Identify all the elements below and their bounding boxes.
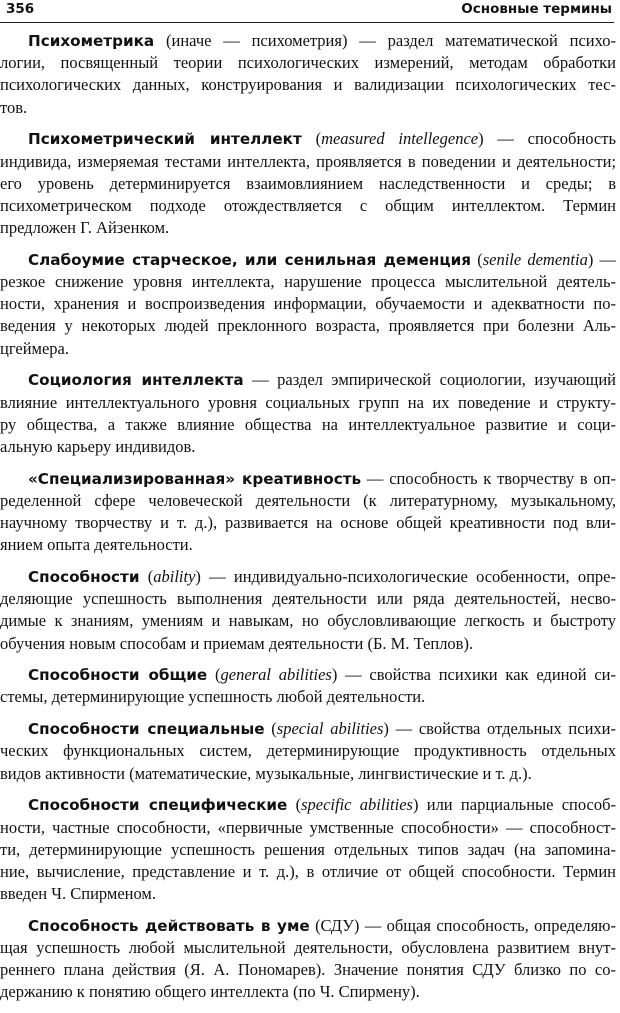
glossary-entry bbox=[0, 915, 616, 1004]
entry-line bbox=[0, 740, 616, 762]
entry-line bbox=[0, 610, 616, 632]
entry-line: Слабоумие старческое, или сенильная деменция (senile dementia) — bbox=[28, 249, 617, 269]
entry-line: Способности специальные (special abilities) — свойства отдельных психи- bbox=[28, 719, 616, 739]
entry-text: тов. bbox=[0, 97, 28, 117]
entry-original-term: ability bbox=[153, 566, 196, 586]
entry-line bbox=[0, 392, 616, 414]
entry-line bbox=[0, 217, 616, 239]
entry-text: (СДУ) — общая способность, определяю- bbox=[309, 915, 616, 935]
page-header bbox=[0, 0, 614, 23]
entry-line bbox=[0, 490, 616, 512]
entry-term: Психометрика bbox=[28, 32, 155, 50]
entry-text: стемы, детерминирующие успешность любой деятельности. bbox=[0, 687, 426, 707]
entry-line bbox=[0, 338, 616, 360]
glossary-entry bbox=[0, 794, 616, 905]
entry-line bbox=[0, 369, 616, 391]
entry-text: щая успешность любой мыслительной деятельности, обусловлена развитием внут- bbox=[0, 938, 616, 958]
entry-text: предложен Г. Айзенком. bbox=[0, 218, 170, 238]
entry-line: Способности (ability) — индивидуально-психологические особенности, опре- bbox=[28, 566, 616, 586]
entry-text: психологических данных, конструирования и валидизации психологических тес- bbox=[0, 75, 616, 95]
entry-text: — свойства отдельных психи- bbox=[388, 719, 616, 739]
entry-term: «Специализированная» креативность bbox=[28, 469, 362, 488]
entry-text: деляющие успешность выполнения деятельности или ряда деятельностей, несво- bbox=[0, 589, 616, 609]
glossary-entry bbox=[0, 468, 616, 557]
glossary-entry bbox=[0, 249, 616, 360]
entry-text: реннего плана действия (Я. А. Пономарев). Значение понятия СДУ близко по со- bbox=[0, 960, 616, 980]
entry-line bbox=[0, 315, 616, 337]
entry-text: (иначе — психометрия) — раздел математической психо- bbox=[154, 31, 616, 50]
glossary-entry bbox=[0, 664, 616, 708]
entry-line bbox=[0, 293, 616, 315]
entry-text: индивида, измеряемая тестами интеллекта, проявляется в поведении и деятельности; bbox=[0, 151, 616, 171]
entry-line: Способности специфические (specific abilities) или парциальные способ- bbox=[28, 795, 616, 815]
entry-line bbox=[0, 534, 616, 556]
entry-line bbox=[0, 468, 616, 490]
page-number: 356 bbox=[6, 1, 35, 17]
entry-text: ности, хранения и воспроизведения информации, обучаемости и адекватности по- bbox=[0, 294, 616, 314]
entry-original-term: specific abilities bbox=[301, 795, 413, 815]
entry-text: ние, вычисление, представление и т. д.), в отличие от общей способности. Термин bbox=[0, 861, 616, 881]
glossary-entry bbox=[0, 369, 616, 458]
entry-line bbox=[0, 588, 616, 610]
entry-text: введен Ч. Спирменом. bbox=[0, 884, 157, 904]
entry-line bbox=[0, 959, 616, 981]
entry-line bbox=[0, 763, 616, 785]
entry-text: ти, детерминирующие успешность решения отдельных типов задач (на запомина- bbox=[0, 839, 616, 859]
entry-text: альную карьеру индивидов. bbox=[0, 436, 196, 456]
entry-line: Способности общие (general abilities) — свойства психики как единой си- bbox=[28, 665, 616, 685]
glossary-entry bbox=[0, 566, 616, 655]
entry-text: научному творчеству и т. д.), развивается на основе общей креативности под вли- bbox=[0, 513, 616, 533]
glossary-entries bbox=[0, 30, 616, 1013]
entry-text: держанию к понятию общего интеллекта (по Ч. Спирмену). bbox=[0, 982, 420, 1002]
entry-term: Способности общие bbox=[28, 666, 208, 685]
entry-line bbox=[0, 436, 616, 458]
entry-line bbox=[0, 817, 616, 839]
entry-term: Психометрический интеллект bbox=[28, 130, 302, 149]
entry-line bbox=[0, 686, 616, 708]
entry-line bbox=[0, 173, 616, 195]
entry-text: ности, частные способности, «первичные умственные способности» — способност- bbox=[0, 817, 616, 837]
entry-text: влияние интеллектуального уровня социальных групп на их поведение и структу- bbox=[0, 392, 616, 412]
entry-line bbox=[0, 74, 616, 96]
entry-original-term: senile dementia bbox=[482, 249, 588, 269]
entry-text: ру общества, а также влияние общества на интеллектуальное развитие и соци- bbox=[0, 414, 616, 434]
entry-text: психометрическом подходе отождествляется с общим интеллектом. Термин bbox=[0, 195, 616, 215]
entry-line bbox=[0, 633, 616, 655]
entry-line bbox=[0, 512, 616, 534]
entry-line bbox=[0, 97, 616, 119]
entry-original-term: measured intellegence bbox=[321, 129, 479, 149]
entry-line bbox=[0, 195, 616, 217]
entry-line bbox=[0, 839, 616, 861]
entry-text: ределенной сфере человеческой деятельности (к литературному, музыкальному, bbox=[0, 490, 616, 510]
glossary-entry bbox=[0, 718, 616, 785]
entry-original-term: general abilities bbox=[220, 665, 332, 685]
entry-text: видов активности (математические, музыкальные, лингвистические и т. д.). bbox=[0, 763, 532, 783]
entry-line bbox=[0, 30, 616, 52]
entry-line bbox=[0, 151, 616, 173]
entry-line bbox=[0, 271, 616, 293]
entry-text: янием опыта деятельности. bbox=[0, 535, 193, 555]
entry-text: ческих функциональных систем, детерминирующие продуктивность отдельных bbox=[0, 741, 616, 761]
entry-line bbox=[0, 861, 616, 883]
entry-original-term: special abilities bbox=[276, 719, 384, 739]
entry-term: Способности специфические bbox=[28, 796, 288, 815]
glossary-entry bbox=[0, 128, 616, 239]
entry-text: или парциальные способ- bbox=[418, 795, 616, 815]
running-title: Основные термины bbox=[461, 1, 612, 17]
entry-text: — способность к творчеству в оп- bbox=[361, 468, 616, 488]
entry-text: — раздел эмпирической социологии, изучающий bbox=[243, 370, 616, 390]
entry-line bbox=[0, 414, 616, 436]
entry-term: Социология интеллекта bbox=[28, 371, 244, 390]
entry-line bbox=[0, 981, 616, 1003]
entry-text: обучения новым способам и приемам деятельности (Б. М. Теплов). bbox=[0, 633, 474, 653]
entry-text: ведения у некоторых людей преклонного возраста, проявляется при болезни Аль- bbox=[0, 316, 616, 336]
entry-line bbox=[0, 937, 616, 959]
entry-term: Слабоумие старческое, или сенильная деменция bbox=[28, 250, 472, 269]
entry-text: логии, посвященный теории психологических измерений, методам обработки bbox=[0, 53, 616, 73]
entry-term: Способности специальные bbox=[28, 720, 265, 739]
entry-line: Психометрический интеллект (measured intellegence) — способность bbox=[28, 129, 616, 149]
entry-text: его уровень детерминируется взаимовлиянием наследственности и среды; в bbox=[0, 173, 616, 193]
entry-text: — свойства психики как единой си- bbox=[337, 665, 616, 685]
entry-text: — способность bbox=[483, 129, 616, 149]
entry-line bbox=[0, 915, 616, 937]
glossary-entry bbox=[0, 30, 616, 119]
entry-text: — индивидуально-психологические особенности, опре- bbox=[200, 566, 616, 586]
entry-text: димые к знаниям, умениям и навыкам, но обусловливающие легкость и быстроту bbox=[0, 611, 616, 631]
entry-text: — bbox=[593, 249, 617, 269]
entry-term: Способность действовать в уме bbox=[28, 916, 310, 935]
entry-text: цгеймера. bbox=[0, 338, 69, 358]
entry-term: Способности bbox=[28, 567, 140, 586]
entry-line bbox=[0, 52, 616, 74]
entry-text: резкое снижение уровня интеллекта, нарушение процесса мыслительной деятель- bbox=[0, 272, 616, 292]
